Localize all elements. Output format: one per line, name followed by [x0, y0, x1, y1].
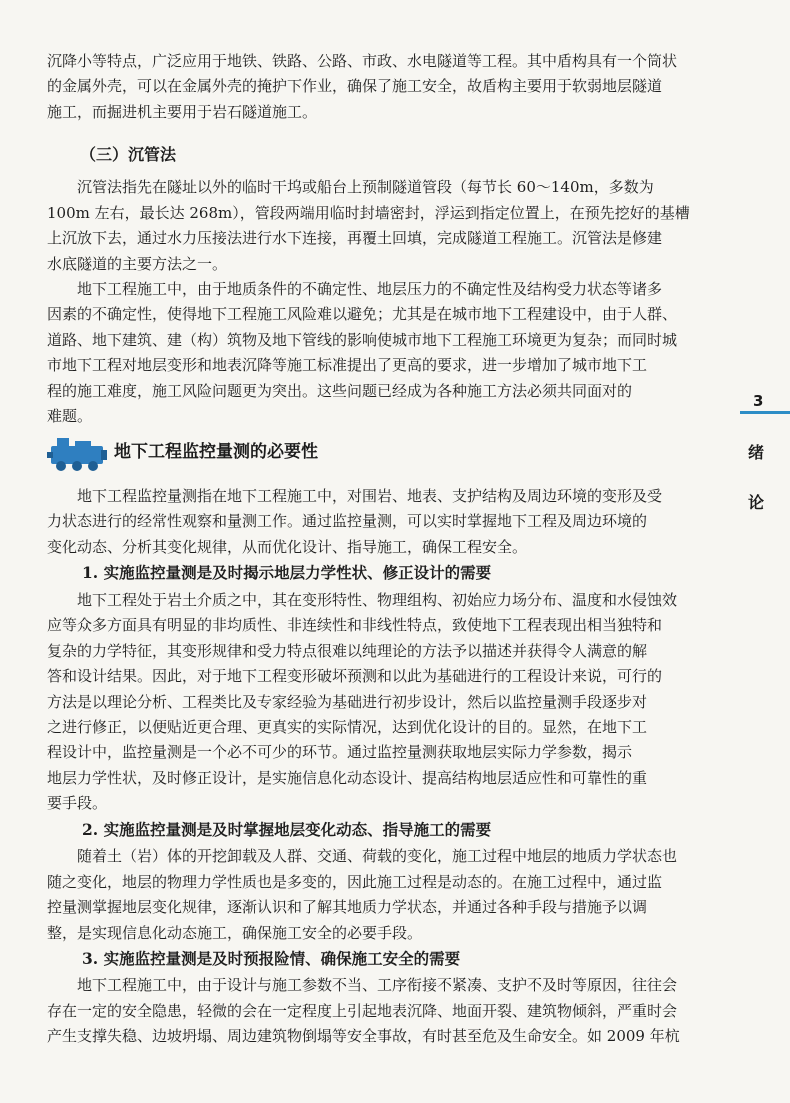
subheading: 3. 实施监控量测是及时预报险情、确保施工安全的需要	[82, 949, 461, 968]
text-line: 沉管法指先在隧址以外的临时干坞或船台上预制隧道管段（每节长 60～140m，多数为	[47, 178, 654, 196]
text-line: 应等众多方面具有明显的非均质性、非连续性和非线性特点，致使地下工程表现出相当独特和	[47, 616, 663, 634]
text-line: 地下工程施工中，由于设计与施工参数不当、工序衔接不紧凑、支护不及时等原因，往往会	[47, 976, 678, 994]
text-line: 市地下工程对地层变形和地表沉降等施工标准提出了更高的要求，进一步增加了城市地下工	[47, 356, 648, 374]
text-line: 产生支撑失稳、边坡坍塌、周边建筑物倒塌等安全事故，有时甚至危及生命安全。如 2009 年杭	[47, 1027, 680, 1045]
text-line: 整，是实现信息化动态施工，确保施工安全的必要手段。	[47, 924, 423, 942]
section-title: 沉管法	[128, 145, 177, 164]
section-heading-immersed-tube	[80, 142, 176, 168]
text-line: 地下工程处于岩土介质之中，其在变形特性、物理组构、初始应力场分布、温度和水侵蚀效	[47, 591, 678, 609]
text-line: 地下工程施工中，由于地质条件的不确定性、地层压力的不确定性及结构受力状态等诸多	[47, 280, 663, 298]
text-line: 随着土（岩）体的开挖卸载及人群、交通、荷载的变化，施工过程中地层的地质力学状态也	[47, 847, 678, 865]
text-line: 的金属外壳，可以在金属外壳的掩护下作业，确保了施工安全，故盾构主要用于软弱地层隧道	[47, 77, 663, 95]
text-line: 控量测掌握地层变化规律，逐渐认识和了解其地质力学状态，并通过各种手段与措施予以调	[47, 898, 648, 916]
text-line: 因素的不确定性，使得地下工程施工风险难以避免；尤其是在城市地下工程建设中，由于人群、	[47, 305, 678, 323]
excavator-icon	[47, 432, 107, 472]
subheading: 2. 实施监控量测是及时掌握地层变化动态、指导施工的需要	[82, 820, 492, 839]
chapter-char-2: 论	[748, 493, 765, 512]
text-line: 答和设计结果。因此，对于地下工程变形破坏预测和以此为基础进行的工程设计来说，可行的	[47, 667, 663, 685]
text-line: 随之变化，地层的物理力学性质也是多变的，因此施工过程是动态的。在施工过程中，通过监	[47, 873, 663, 891]
text-line: 要手段。	[47, 794, 108, 812]
text-line: 复杂的力学特征，其变形规律和受力特点很难以纯理论的方法予以描述并获得令人满意的解	[47, 642, 648, 660]
chapter-tab-bar	[740, 411, 790, 414]
text-line: 沉降小等特点，广泛应用于地铁、铁路、公路、市政、水电隧道等工程。其中盾构具有一个筒状	[47, 52, 678, 70]
text-line: 地层力学性状，及时修正设计，是实施信息化动态设计、提高结构地层适应性和可靠性的重	[47, 769, 648, 787]
text-line: 上沉放下去，通过水力压接法进行水下连接，再覆土回填，完成隧道工程施工。沉管法是修建	[47, 229, 663, 247]
chapter-char-1: 绪	[748, 443, 765, 462]
text-line: 力状态进行的经常性观察和量测工作。通过监控量测，可以实时掌握地下工程及周边环境的	[47, 512, 648, 530]
text-line: 存在一定的安全隐患，轻微的会在一定程度上引起地表沉降、地面开裂、建筑物倾斜，严重时会	[47, 1002, 678, 1020]
text-line: 地下工程监控量测指在地下工程施工中，对围岩、地表、支护结构及周边环境的变形及受	[47, 487, 663, 505]
text-line: 之进行修正，以便贴近更合理、更真实的实际情况，达到优化设计的目的。显然，在地下工	[47, 718, 648, 736]
text-line: 程的施工难度，施工风险问题更为突出。这些问题已经成为各种施工方法必须共同面对的	[47, 382, 633, 400]
text-line: 难题。	[47, 407, 93, 425]
text-line: 100m 左右，最长达 268m），管段两端用临时封墙密封，浮运到指定位置上，在预先挖好的基槽	[47, 204, 690, 222]
text-line: 道路、地下建筑、建（构）筑物及地下管线的影响使城市地下工程施工环境更为复杂；而同时城	[47, 331, 678, 349]
main-heading: 地下工程监控量测的必要性	[114, 442, 318, 462]
text-line: 程设计中，监控量测是一个必不可少的环节。通过监控量测获取地层实际力学参数，揭示	[47, 743, 633, 761]
text-line: 变化动态、分析其变化规律，从而优化设计、指导施工，确保工程安全。	[47, 538, 528, 556]
subheading: 1. 实施监控量测是及时揭示地层力学性状、修正设计的需要	[82, 563, 492, 582]
chapter-number: 3	[753, 392, 764, 410]
text-line: 水底隧道的主要方法之一。	[47, 255, 228, 273]
section-number: （三）	[80, 145, 129, 164]
text-line: 方法是以理论分析、工程类比及专家经验为基础进行初步设计，然后以监控量测手段逐步对	[47, 693, 648, 711]
text-line: 施工，而掘进机主要用于岩石隧道施工。	[47, 103, 318, 121]
